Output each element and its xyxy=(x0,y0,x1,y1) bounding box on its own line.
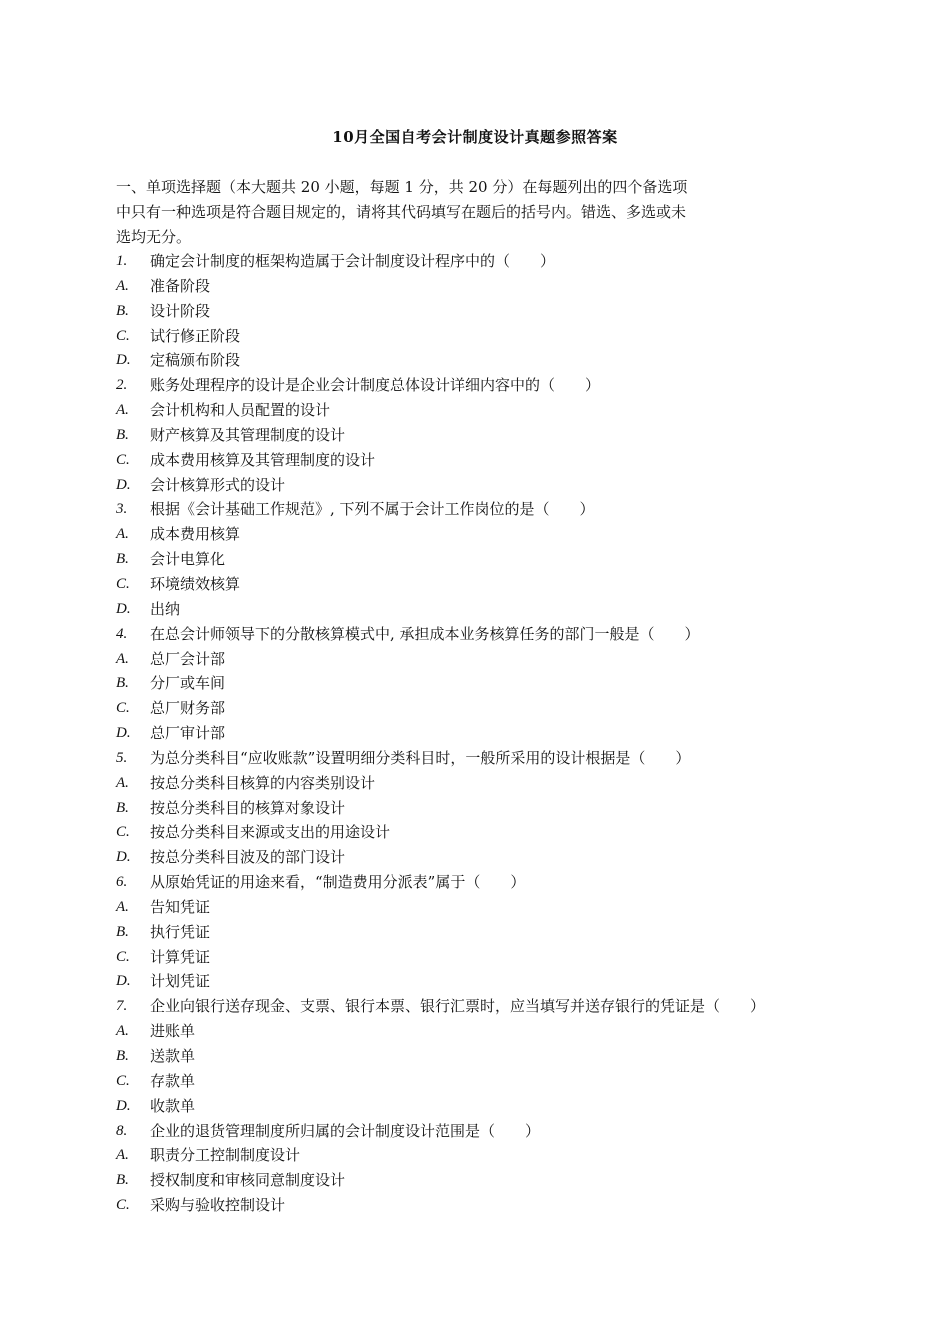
answer-option xyxy=(116,895,876,920)
option-text: 设计阶段 xyxy=(150,301,211,320)
section-intro-line: 选均无分。 xyxy=(116,228,192,246)
option-text: 按总分类科目的核算对象设计 xyxy=(150,798,346,817)
answer-option xyxy=(116,1044,876,1069)
option-text: 会计机构和人员配置的设计 xyxy=(150,401,331,420)
option-text: 总厂审计部 xyxy=(150,724,226,743)
option-letter: D. xyxy=(116,352,131,369)
answer-option xyxy=(116,1094,876,1119)
option-text: 计算凭证 xyxy=(150,947,211,966)
option-text: 财产核算及其管理制度的设计 xyxy=(150,425,346,444)
answer-option xyxy=(116,920,876,945)
option-text: 出纳 xyxy=(150,599,181,618)
answer-option xyxy=(116,473,876,498)
option-letter: A. xyxy=(116,774,129,791)
answer-option xyxy=(116,671,876,696)
option-letter: A. xyxy=(116,1147,129,1164)
question-text: 账务处理程序的设计是企业会计制度总体设计详细内容中的（ ） xyxy=(150,376,601,395)
answer-option xyxy=(116,547,876,572)
option-text: 执行凭证 xyxy=(150,922,211,941)
option-letter: C. xyxy=(116,1197,130,1214)
option-letter: D. xyxy=(116,849,131,866)
answer-option xyxy=(116,696,876,721)
question-text: 企业的退货管理制度所归属的会计制度设计范围是（ ） xyxy=(150,1121,541,1140)
question-number: 3. xyxy=(116,501,128,518)
answer-option xyxy=(116,398,876,423)
question-stem xyxy=(116,870,876,895)
section-intro-line: 中只有一种选项是符合题目规定的，请将其代码填写在题后的括号内。错选、多选或未 xyxy=(116,203,687,221)
answer-option xyxy=(116,945,876,970)
option-text: 送款单 xyxy=(150,1047,196,1065)
option-text: 会计电算化 xyxy=(150,550,226,569)
option-letter: B. xyxy=(116,302,129,319)
option-letter: B. xyxy=(116,923,129,940)
answer-option xyxy=(116,348,876,373)
option-text: 按总分类科目波及的部门设计 xyxy=(150,848,346,867)
answer-option xyxy=(116,423,876,448)
option-letter: A. xyxy=(116,1023,129,1040)
option-letter: D. xyxy=(116,1097,131,1114)
answer-option xyxy=(116,820,876,845)
question-stem xyxy=(116,746,876,771)
option-text: 按总分类科目核算的内容类别设计 xyxy=(150,773,376,792)
answer-option xyxy=(116,597,876,622)
question-stem xyxy=(116,1119,876,1144)
section-intro-line: 一、单项选择题（本大题共 20 小题，每题 1 分，共 20 分）在每题列出的四个备选项 xyxy=(116,178,688,196)
question-list xyxy=(116,249,876,1218)
option-letter: C. xyxy=(116,1072,130,1089)
answer-option xyxy=(116,647,876,672)
question-text: 确定会计制度的框架构造属于会计制度设计程序中的（ ） xyxy=(150,252,556,270)
question-text: 为总分类科目“应收账款”设置明细分类科目时，一般所采用的设计根据是（ ） xyxy=(150,748,691,767)
option-text: 试行修正阶段 xyxy=(150,326,241,345)
answer-option xyxy=(116,1143,876,1168)
option-text: 总厂会计部 xyxy=(150,649,226,668)
option-text: 定稿颁布阶段 xyxy=(150,351,241,370)
answer-option xyxy=(116,1168,876,1193)
option-letter: B. xyxy=(116,551,129,568)
option-text: 成本费用核算 xyxy=(150,525,241,544)
option-letter: C. xyxy=(116,948,130,965)
answer-option xyxy=(116,796,876,821)
option-letter: B. xyxy=(116,1048,129,1064)
answer-option xyxy=(116,522,876,547)
option-letter: C. xyxy=(116,700,130,717)
answer-option xyxy=(116,771,876,796)
answer-option xyxy=(116,721,876,746)
option-text: 告知凭证 xyxy=(150,897,211,916)
question-number: 6. xyxy=(116,874,128,891)
option-letter: D. xyxy=(116,973,131,990)
option-letter: B. xyxy=(116,426,129,443)
answer-option xyxy=(116,1193,876,1218)
question-text: 企业向银行送存现金、支票、银行本票、银行汇票时，应当填写并送存银行的凭证是（ ） xyxy=(150,997,766,1016)
question-number: 4. xyxy=(116,625,128,642)
option-text: 采购与验收控制设计 xyxy=(150,1196,286,1215)
option-text: 成本费用核算及其管理制度的设计 xyxy=(150,450,376,469)
answer-option xyxy=(116,299,876,324)
answer-option xyxy=(116,969,876,994)
answer-option xyxy=(116,274,876,299)
option-text: 按总分类科目来源或支出的用途设计 xyxy=(150,823,391,842)
answer-option xyxy=(116,324,876,349)
option-letter: C. xyxy=(116,824,130,841)
option-text: 职责分工控制制度设计 xyxy=(150,1146,301,1165)
option-text: 总厂财务部 xyxy=(150,699,226,718)
question-number: 7. xyxy=(116,998,128,1015)
question-text: 在总会计师领导下的分散核算模式中, 承担成本业务核算任务的部门一般是（ ） xyxy=(150,624,700,643)
question-number: 8. xyxy=(116,1122,128,1139)
question-number: 5. xyxy=(116,749,128,766)
question-stem xyxy=(116,497,876,522)
option-letter: D. xyxy=(116,476,131,493)
question-text: 根据《会计基础工作规范》, 下列不属于会计工作岗位的是（ ） xyxy=(150,500,595,519)
option-letter: A. xyxy=(116,650,129,667)
document-title: 10月全国自考会计制度设计真题参照答案 xyxy=(332,128,618,146)
option-text: 准备阶段 xyxy=(150,276,211,295)
option-letter: C. xyxy=(116,451,130,468)
option-letter: A. xyxy=(116,898,129,915)
option-letter: B. xyxy=(116,1172,129,1189)
option-text: 收款单 xyxy=(150,1096,196,1115)
option-letter: B. xyxy=(116,675,129,692)
option-letter: B. xyxy=(116,799,129,816)
option-letter: D. xyxy=(116,725,131,742)
option-letter: A. xyxy=(116,526,129,543)
question-stem xyxy=(116,373,876,398)
option-letter: D. xyxy=(116,600,131,617)
option-text: 会计核算形式的设计 xyxy=(150,475,286,494)
answer-option xyxy=(116,1019,876,1044)
option-text: 存款单 xyxy=(150,1071,196,1090)
answer-option xyxy=(116,845,876,870)
answer-option xyxy=(116,572,876,597)
option-text: 分厂或车间 xyxy=(150,674,226,693)
option-letter: A. xyxy=(116,402,129,419)
question-number: 2. xyxy=(116,377,128,394)
option-letter: C. xyxy=(116,575,130,592)
option-letter: C. xyxy=(116,327,130,344)
question-stem xyxy=(116,994,876,1019)
answer-option xyxy=(116,1069,876,1094)
question-stem xyxy=(116,622,876,647)
option-text: 进账单 xyxy=(150,1022,196,1041)
option-text: 环境绩效核算 xyxy=(150,574,241,593)
question-text: 从原始凭证的用途来看，“制造费用分派表”属于（ ） xyxy=(150,873,526,892)
answer-option xyxy=(116,448,876,473)
question-number: 1. xyxy=(116,253,128,269)
option-text: 授权制度和审核同意制度设计 xyxy=(150,1171,346,1190)
section-intro xyxy=(116,175,766,250)
option-letter: A. xyxy=(116,277,129,294)
option-text: 计划凭证 xyxy=(150,972,211,991)
question-stem xyxy=(116,249,876,274)
